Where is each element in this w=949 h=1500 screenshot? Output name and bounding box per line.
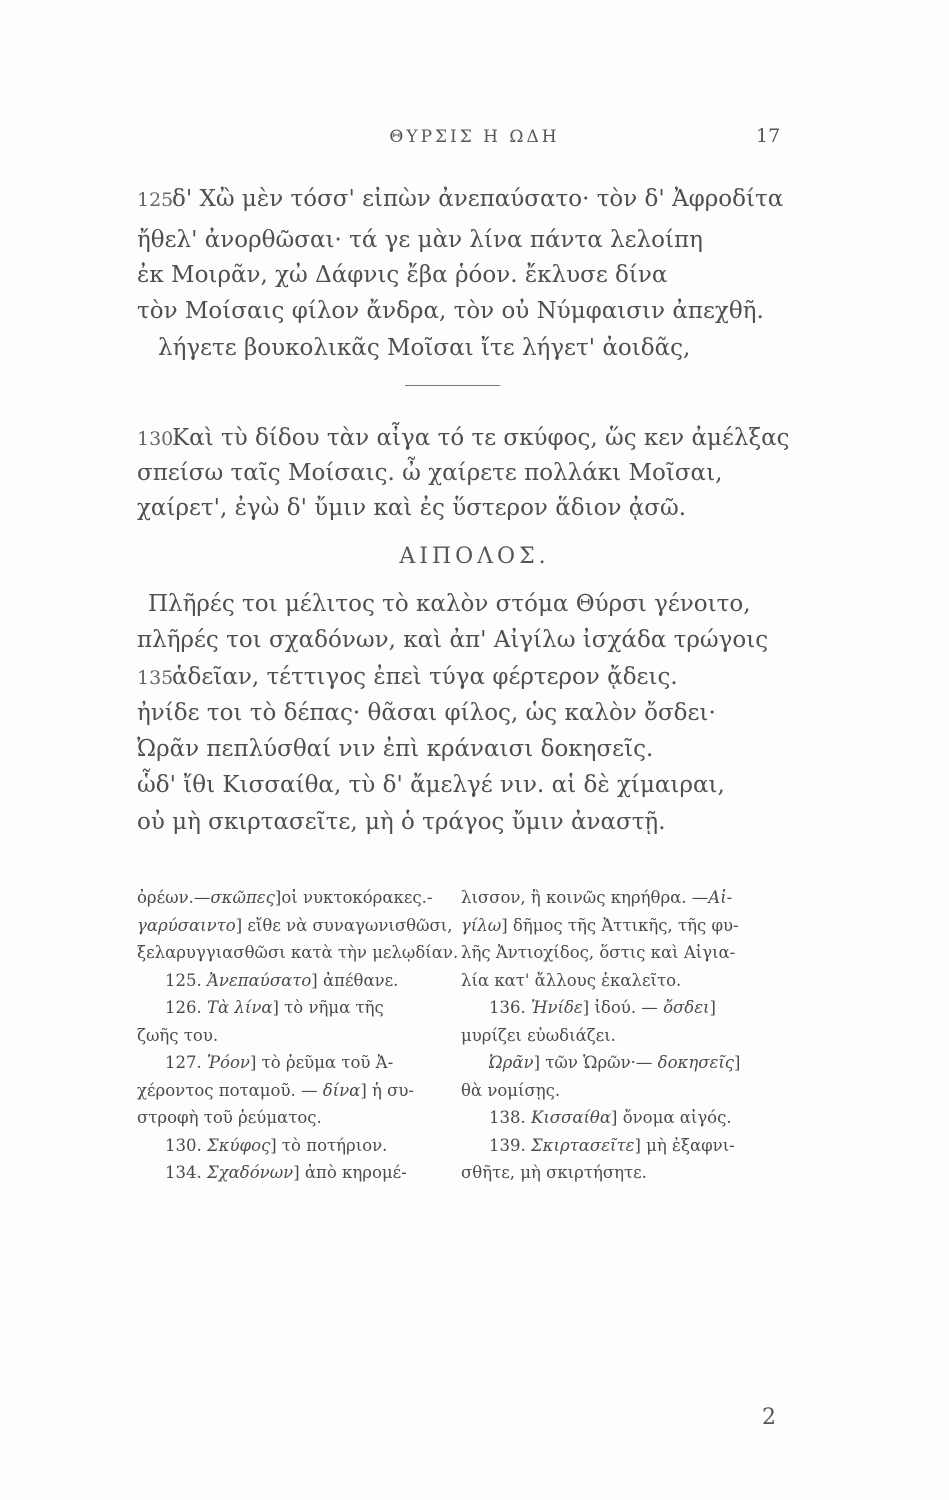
speaker-heading: ΑΙΠΟΛΟΣ. [399,544,550,569]
line-number-130: 130 [137,428,174,450]
page-number: 17 [756,125,781,147]
note-line: λία κατ' ἄλλους ἐκαλεῖτο. [461,970,682,990]
note-130: 130. Σκύφος] τὸ ποτήριον. [165,1135,388,1155]
verse-line: ἐκ Μοιρᾶν, χὠ Δάφνις ἔβα ῥόον. ἔκλυσε δίνα [137,262,668,288]
note-line: στροφὴ τοῦ ῥεύματος. [137,1108,322,1127]
refrain-line: λήγετε βουκολικᾶς Μοῖσαι ἴτε λήγετ' ἀοιδᾶς, [158,335,691,361]
note-line: ζωῆς του. [137,1025,219,1045]
verse-line: ἠνίδε τοι τὸ δέπας· θᾶσαι φίλος, ὡς καλὸν ὄσδει· [137,700,716,726]
verse-line: τὸν Μοίσαις φίλον ἄνδρα, τὸν οὐ Νύμφαισιν ἀπεχθῆ. [137,298,764,324]
verse-line: πλῆρές τοι σχαδόνων, καὶ ἀπ' Αἰγίλω ἰσχάδα τρώγοις [137,627,769,653]
note-line: γαρύσαιντο] εἴθε νὰ συναγωνισθῶσι, [137,915,453,935]
verse-line: σπείσω ταῖς Μοίσαις. ὦ χαίρετε πολλάκι Μοῖσαι, [137,460,723,486]
verse-line: ἁδεῖαν, τέττιγος ἐπεὶ τύγα φέρτερον ᾄδεις. [172,664,678,690]
note-134: 134. Σχαδόνων] ἀπὸ κηρομέ- [165,1163,407,1182]
note-125: 125. Ἀνεπαύσατο] ἀπέθανε. [165,970,399,990]
signature-mark: 2 [762,1405,776,1430]
note-137: Ὠρᾶν] τῶν Ὡρῶν·— δοκησεῖς] [489,1053,741,1072]
note-line: θὰ νομίσῃς. [461,1080,561,1100]
section-divider [405,385,500,386]
note-line: χέροντος ποταμοῦ. — δίνα] ἡ συ- [137,1080,415,1100]
note-138: 138. Κισσαίθα] ὄνομα αἰγός. [489,1108,732,1127]
verse-line: δ' Χὢ μὲν τόσσ' εἰπὼν ἀνεπαύσατο· τὸν δ' Ἀφροδίτα [172,186,784,212]
verse-line: ἤθελ' ἀνορθῶσαι· τά γε μὰν λίνα πάντα λελοίπη [137,227,703,253]
note-139: 139. Σκιρτασεῖτε] μὴ ἐξαφνι- [489,1135,735,1155]
note-line: λῆς Ἀντιοχίδος, ὅστις καὶ Αἰγια- [461,943,736,962]
verse-line: ὧδ' ἴθι Κισσαίθα, τὺ δ' ἄμελγέ νιν. αἱ δὲ χίμαιραι, [137,772,725,798]
note-line: ὀρέων.—σκῶπες]οἱ νυκτοκόρακες.- [137,888,433,907]
note-line: σθῆτε, μὴ σκιρτήσητε. [461,1163,647,1182]
verse-line: χαίρετ', ἐγὼ δ' ὔμιν καὶ ἐς ὕστερον ἅδιον ᾀσῶ. [137,495,687,521]
footnotes-left-column [137,884,459,1187]
verse-line: οὐ μὴ σκιρτασεῖτε, μὴ ὁ τράγος ὔμιν ἀναστῇ. [137,809,666,835]
verse-line: Πλῆρές τοι μέλιτος τὸ καλὸν στόμα Θύρσι γένοιτο, [148,591,751,617]
line-number-135: 135 [137,667,174,689]
note-line: λισσον, ἢ κοινῶς κηρήθρα. —Αἰ- [461,888,733,907]
note-126: 126. Τὰ λίνα] τὸ νῆμα τῆς [165,998,384,1017]
note-127: 127. Ῥόον] τὸ ῥεῦμα τοῦ Ἀ- [165,1053,394,1072]
running-title: ΘΥΡΣΙΣ Η ΩΔΗ [389,127,560,147]
note-line: ξελαρυγγιασθῶσι κατὰ τὴν μελῳδίαν. [137,943,459,962]
line-number-125: 125 [137,189,174,211]
verse-line: Καὶ τὺ δίδου τὰν αἶγα τό τε σκύφος, ὥς κεν ἀμέλξας [172,425,790,451]
note-line: μυρίζει εὐωδιάζει. [461,1025,616,1045]
footnotes-right-column [461,884,771,1187]
verse-line: Ὠρᾶν πεπλύσθαί νιν ἐπὶ κράναισι δοκησεῖς. [137,736,654,762]
note-136: 136. Ἠνίδε] ἰδού. — ὄσδει] [489,998,716,1017]
note-line: γίλω] δῆμος τῆς Ἀττικῆς, τῆς φυ- [461,915,739,935]
